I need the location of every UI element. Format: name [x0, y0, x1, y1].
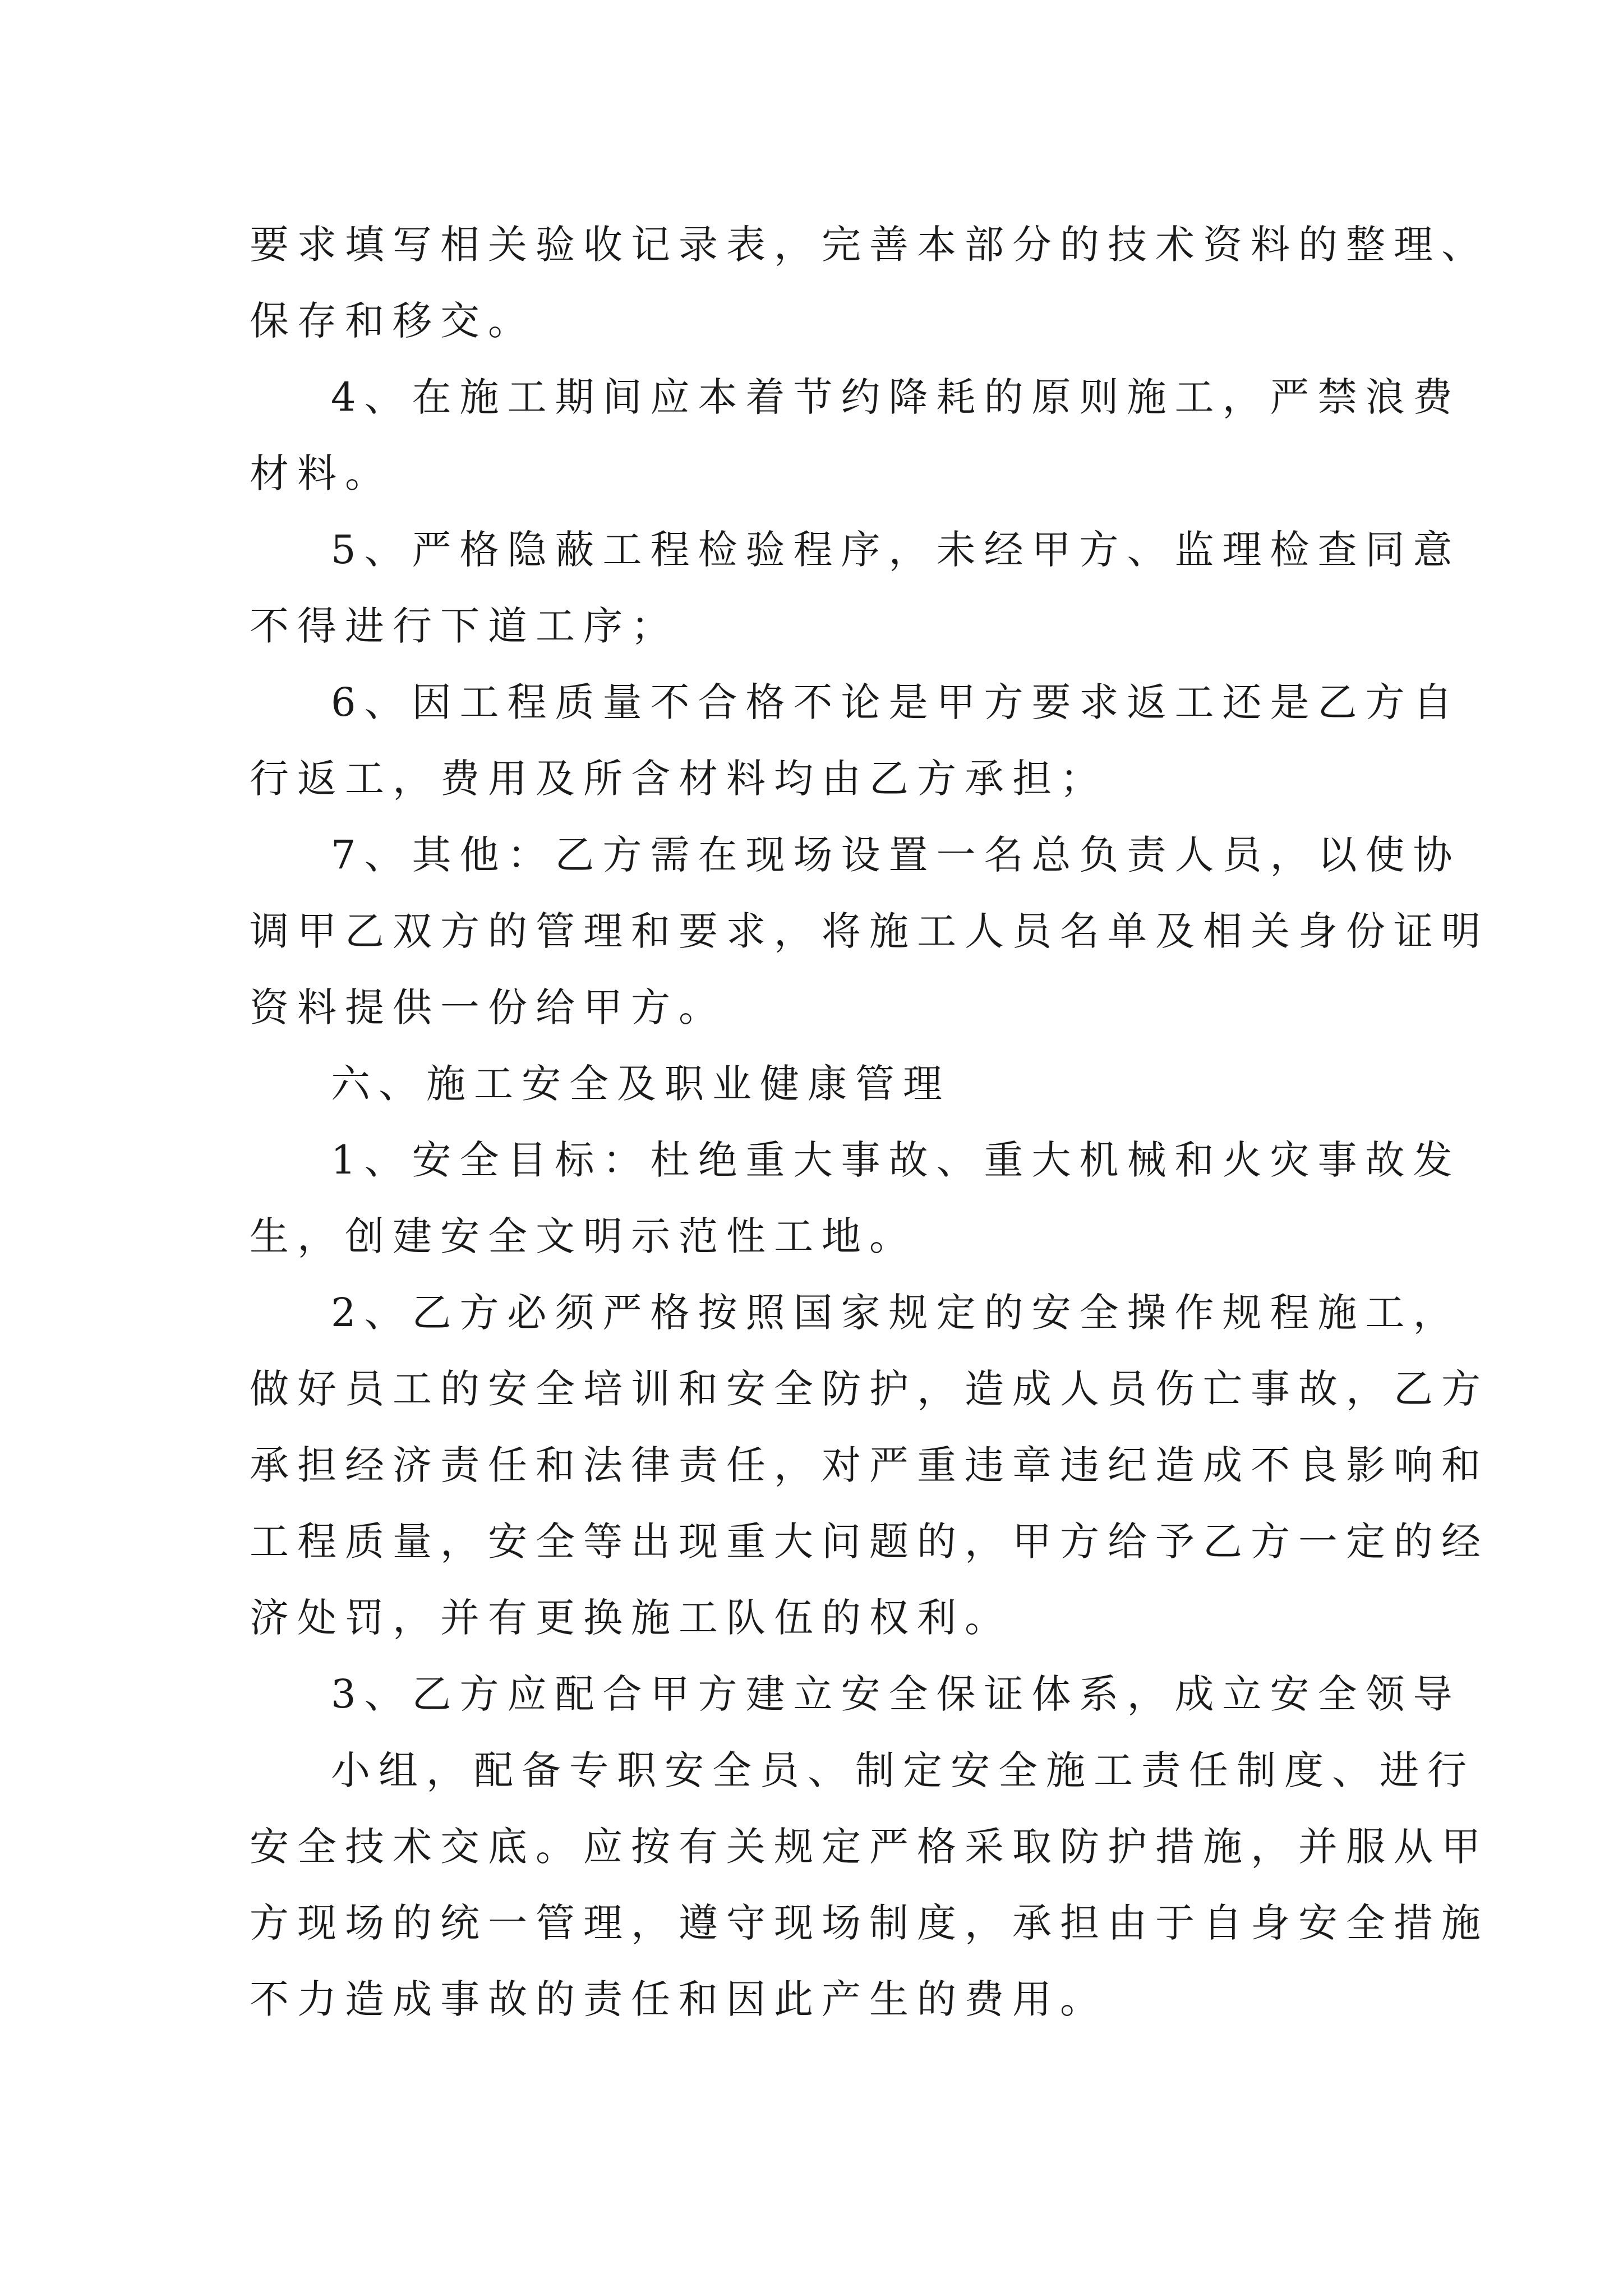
clause-5-line: 5、严格隐蔽工程检验程序，未经甲方、监理检查同意 — [331, 527, 1461, 573]
document-body — [250, 206, 1489, 2037]
body-text-line: 保存和移交。 — [250, 298, 536, 344]
body-text-line: 材料。 — [250, 450, 393, 496]
body-text-line: 济处罚，并有更换施工队伍的权利。 — [250, 1595, 1012, 1641]
body-text-line: 不力造成事故的责任和因此产生的费用。 — [250, 1976, 1108, 2022]
clause-7-line: 7、其他：乙方需在现场设置一名总负责人员，以使协 — [331, 832, 1461, 878]
body-text-line: 生，创建安全文明示范性工地。 — [250, 1213, 917, 1259]
body-text-line: 不得进行下道工序； — [250, 603, 679, 649]
body-text-line: 工程质量，安全等出现重大问题的，甲方给予乙方一定的经 — [250, 1519, 1489, 1565]
clause-4-line: 4、在施工期间应本着节约降耗的原则施工，严禁浪费 — [331, 374, 1461, 420]
body-text-line: 要求填写相关验收记录表，完善本部分的技术资料的整理、 — [250, 222, 1489, 268]
safety-clause-3-line: 3、乙方应配合甲方建立安全保证体系，成立安全领导 — [331, 1671, 1461, 1717]
body-text-line: 资料提供一份给甲方。 — [250, 984, 726, 1030]
body-text-line: 调甲乙双方的管理和要求，将施工人员名单及相关身份证明 — [250, 908, 1489, 954]
body-text-line: 安全技术交底。应按有关规定严格采取防护措施，并服从甲 — [250, 1824, 1489, 1870]
body-text-line: 承担经济责任和法律责任，对严重违章违纪造成不良影响和 — [250, 1442, 1489, 1488]
body-text-line: 小组，配备专职安全员、制定安全施工责任制度、进行 — [331, 1747, 1475, 1793]
section-heading: 六、施工安全及职业健康管理 — [331, 1061, 951, 1107]
safety-clause-2-line: 2、乙方必须严格按照国家规定的安全操作规程施工， — [331, 1290, 1461, 1336]
safety-clause-1-line: 1、安全目标：杜绝重大事故、重大机械和火灾事故发 — [331, 1137, 1461, 1183]
body-text-line: 做好员工的安全培训和安全防护，造成人员伤亡事故，乙方 — [250, 1366, 1489, 1412]
body-text-line: 行返工，费用及所含材料均由乙方承担； — [250, 756, 1108, 802]
clause-6-line: 6、因工程质量不合格不论是甲方要求返工还是乙方自 — [331, 679, 1461, 725]
body-text-line: 方现场的统一管理，遵守现场制度，承担由于自身安全措施 — [250, 1900, 1489, 1946]
